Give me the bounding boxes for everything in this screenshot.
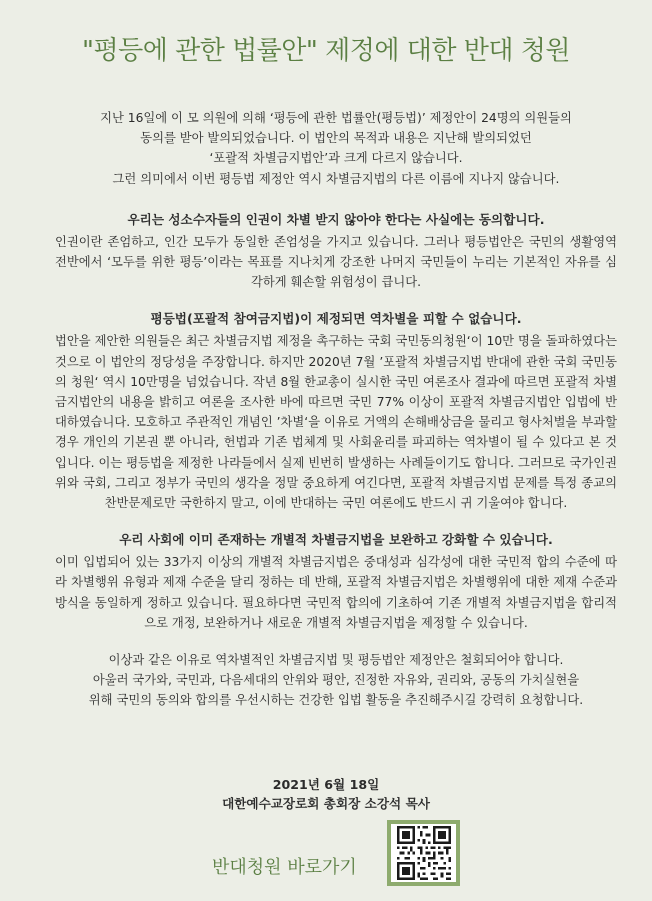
signature-block bbox=[0, 775, 652, 813]
intro-line: 지난 16일에 이 모 의원에 의해 ‘평등에 관한 법률안(평등법)’ 제정안이 24명의 의원들의 bbox=[100, 111, 572, 125]
section-human-rights bbox=[55, 210, 617, 293]
intro-line: 동의를 받아 발의되었습니다. 이 법안의 목적과 내용은 지난해 발의되었던 bbox=[140, 131, 532, 146]
qr-code[interactable] bbox=[387, 820, 460, 886]
closing-line: 위해 국민의 동의와 합의를 우선시하는 건강한 입법 활동을 추진해주시길 강력히 요청합니다. bbox=[88, 693, 584, 708]
section-text: 이미 입법되어 있는 33가지 이상의 개별적 차별금지법은 중대성과 심각성에 대한 국민적 합의 수준에 따라 차별행위 유형과 제재 수준을 달리 정하는 데 반해, 포괄적 차별금지법은 차별행위에 대한 제재 수준과 방식을 동일하게 정하고 있습니다. 필요하다면 국민적 합의에 기초하여 기존 개별적 차별금지법을 합리적으로 개정, 보완하거나 새로운 개별적 차별금지법을 제정할 수 있습니다. bbox=[55, 555, 617, 630]
section-text: 인권이란 존엄하고, 인간 모두가 동일한 존엄성을 가지고 있습니다. 그러나 평등법안은 국민의 생활영역 전반에서 ‘모두를 위한 평등’이라는 목표를 지나치게 강조한 나머지 국민들이 누리는 기본적인 자유를 심각하게 훼손할 위험성이 큽니다. bbox=[55, 234, 617, 290]
section-existing-laws bbox=[55, 530, 617, 633]
section-reverse-discrimination bbox=[55, 309, 617, 513]
closing-line: 아울러 국가와, 국민과, 다음세대의 안위와 평안, 진정한 자유와, 권리와, 공동의 가치실현을 bbox=[92, 673, 580, 688]
section-heading: 평등법(포괄적 참여금지법)이 제정되면 역차별을 피할 수 없습니다. bbox=[150, 311, 522, 327]
intro-line: ‘포괄적 차별금지법안’과 크게 다르지 않습니다. bbox=[209, 151, 463, 166]
qr-code-icon bbox=[397, 826, 451, 880]
page-title: "평등에 관한 법률안" 제정에 대한 반대 청원 bbox=[82, 36, 570, 66]
section-text: 법안을 제안한 의원들은 최근 차별금지법 제정을 촉구하는 국회 국민동의청원‘이 10만 명을 돌파하였다는 것으로 이 법안의 정당성을 주장합니다. 하지만 2020년 7월 ’포괄적 차별금지법 반대에 관한 국회 국민동의 청원‘ 역시 10만명을 넘었습니다. 작년 8월 한교총이 실시한 국민 여론조사 결과에 따르면 포괄적 차별금지법안의 내용을 밝히고 여론을 조사한 바에 따르면 국민 77% 이상이 포괄적 차별금지법안 입법에 반대하였습니다. 모호하고 주관적인 개념인 ’차별‘을 이유로 거액의 손해배상금을 물리고 형사처벌을 부과할 경우 개인의 기본권 뿐 아니라, 헌법과 기존 법체계 및 사회윤리를 파괴하는 역차별이 될 수 있다고 본 것입니다. 이는 평등법을 제정한 나라들에서 실제 빈번히 발생하는 사례들이기도 합니다. 그러므로 국가인권위와 국회, 그리고 정부가 국민의 생각을 정말 중요하게 여긴다면, 포괄적 차별금지법 문제를 특정 종교의 찬반문제로만 국한하지 말고, 이에 반대하는 국민 여론에도 반드시 귀 기울여야 합니다. bbox=[55, 334, 617, 511]
intro-paragraph bbox=[55, 108, 617, 189]
section-heading: 우리는 성소수자들의 인권이 차별 받지 않아야 한다는 사실에는 동의합니다. bbox=[127, 211, 545, 227]
petition-link-label[interactable]: 반대청원 바로가기 bbox=[212, 857, 357, 878]
intro-line: 그런 의미에서 이번 평등법 제정안 역시 차별금지법의 다른 이름에 지나지 않습니다. bbox=[112, 171, 560, 186]
petition-date: 2021년 6월 18일 bbox=[272, 777, 380, 792]
petition-body bbox=[55, 108, 617, 728]
signatory: 대한예수교장로회 총회장 소강석 목사 bbox=[222, 796, 430, 811]
section-heading: 우리 사회에 이미 존재하는 개별적 차별금지법을 보완하고 강화할 수 있습니다. bbox=[119, 532, 553, 548]
closing-line: 이상과 같은 이유로 역차별적인 차별금지법 및 평등법안 제정안은 철회되어야 합니다. bbox=[108, 653, 564, 668]
closing-paragraph bbox=[55, 650, 617, 711]
